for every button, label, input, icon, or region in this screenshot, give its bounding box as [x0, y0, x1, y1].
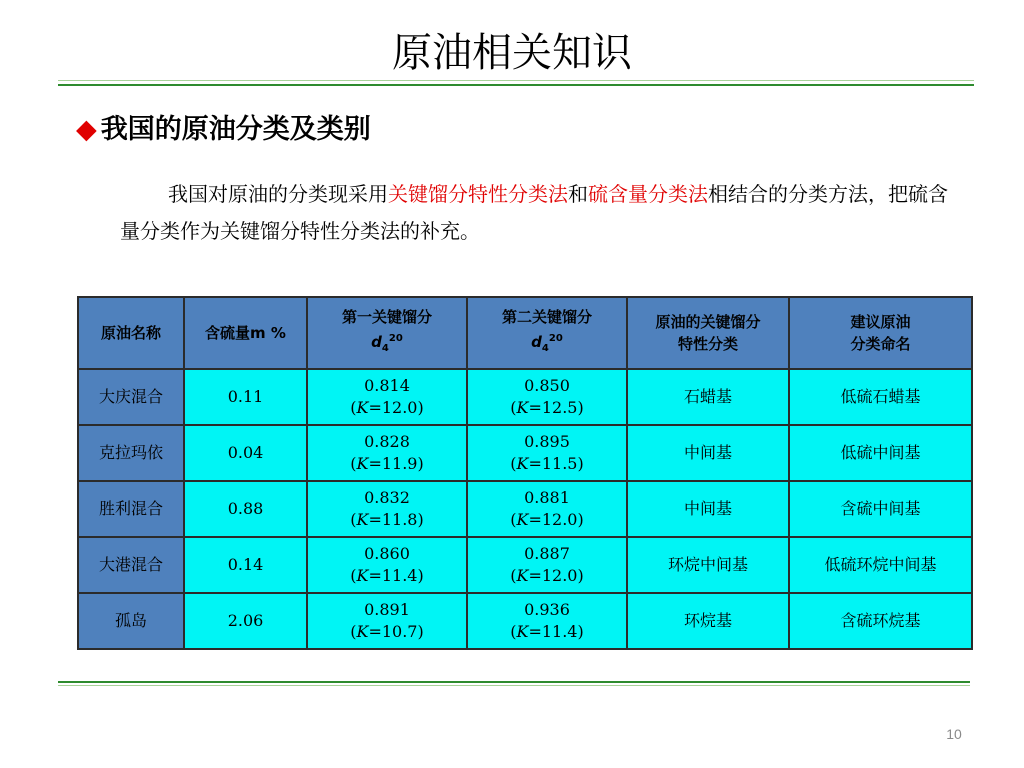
- cell-key-class: 中间基: [627, 481, 789, 537]
- cell-second-fraction: 0.887 (K=12.0): [467, 537, 627, 593]
- footer-divider: [58, 681, 970, 683]
- cell-crude-name: 克拉玛依: [78, 425, 184, 481]
- cell-key-class: 中间基: [627, 425, 789, 481]
- slide-title: 原油相关知识: [392, 30, 632, 76]
- cell-recommended-name: 含硫中间基: [789, 481, 972, 537]
- cell-key-class: 环烷基: [627, 593, 789, 649]
- paragraph-text-1: 我国对原油的分类现采用: [168, 182, 388, 206]
- section-heading: [76, 112, 371, 148]
- header-first-key-fraction: 第一关键馏分 $d_4^{20}$: [307, 297, 467, 369]
- table-row: [78, 369, 972, 425]
- density-symbol: $d_4^{20}$: [531, 333, 563, 354]
- cell-sulfur: 0.11: [184, 369, 307, 425]
- cell-first-fraction: 0.860 (K=11.4): [307, 537, 467, 593]
- cell-second-fraction: 0.936 (K=11.4): [467, 593, 627, 649]
- cell-key-class: 石蜡基: [627, 369, 789, 425]
- cell-sulfur: 2.06: [184, 593, 307, 649]
- cell-sulfur: 0.88: [184, 481, 307, 537]
- title-divider: [58, 84, 974, 86]
- paragraph-text-3: 相结合的分类方法，把硫含量分类作为关键馏分特性分类法的补充。: [120, 182, 948, 243]
- cell-recommended-name: 低硫中间基: [789, 425, 972, 481]
- cell-second-fraction: 0.850 (K=12.5): [467, 369, 627, 425]
- section-heading-text: 我国的原油分类及类别: [100, 114, 371, 145]
- header-key-fraction-class: 原油的关键馏分 特性分类: [627, 297, 789, 369]
- paragraph-text-2: 和: [568, 182, 588, 206]
- body-paragraph: [120, 176, 950, 250]
- cell-second-fraction: 0.881 (K=12.0): [467, 481, 627, 537]
- table-row: [78, 481, 972, 537]
- diamond-bullet-icon: ◆: [76, 114, 97, 145]
- cell-sulfur: 0.14: [184, 537, 307, 593]
- cell-recommended-name: 低硫环烷中间基: [789, 537, 972, 593]
- cell-key-class: 环烷中间基: [627, 537, 789, 593]
- highlight-sulfur-method: 硫含量分类法: [588, 182, 708, 206]
- cell-first-fraction: 0.832 (K=11.8): [307, 481, 467, 537]
- cell-crude-name: 大庆混合: [78, 369, 184, 425]
- cell-crude-name: 孤岛: [78, 593, 184, 649]
- cell-first-fraction: 0.814 (K=12.0): [307, 369, 467, 425]
- cell-crude-name: 胜利混合: [78, 481, 184, 537]
- table-row: [78, 593, 972, 649]
- density-symbol: $d_4^{20}$: [371, 333, 403, 354]
- header-sulfur-content: 含硫量m %: [184, 297, 307, 369]
- cell-recommended-name: 低硫石蜡基: [789, 369, 972, 425]
- cell-first-fraction: 0.828 (K=11.9): [307, 425, 467, 481]
- cell-sulfur: 0.04: [184, 425, 307, 481]
- table-row: [78, 425, 972, 481]
- cell-first-fraction: 0.891 (K=10.7): [307, 593, 467, 649]
- cell-recommended-name: 含硫环烷基: [789, 593, 972, 649]
- table-row: [78, 537, 972, 593]
- page-number: 10: [946, 726, 962, 742]
- highlight-key-fraction-method: 关键馏分特性分类法: [388, 182, 568, 206]
- header-crude-name: 原油名称: [78, 297, 184, 369]
- table-header-row: [78, 297, 972, 369]
- crude-oil-classification-table: [77, 296, 973, 650]
- cell-second-fraction: 0.895 (K=11.5): [467, 425, 627, 481]
- header-recommended-name: 建议原油 分类命名: [789, 297, 972, 369]
- cell-crude-name: 大港混合: [78, 537, 184, 593]
- header-second-key-fraction: 第二关键馏分 $d_4^{20}$: [467, 297, 627, 369]
